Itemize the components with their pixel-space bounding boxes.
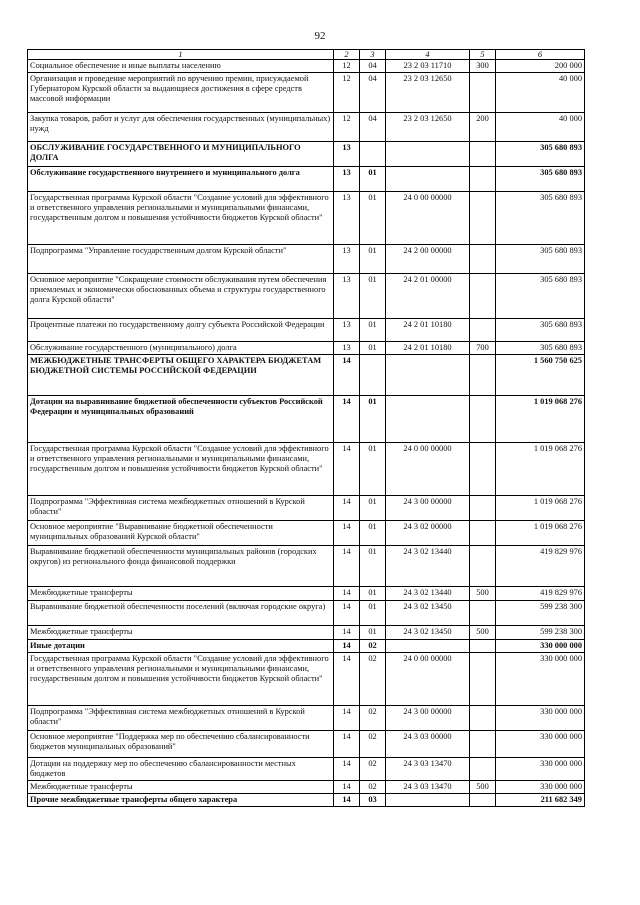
row-pr-cell xyxy=(360,355,386,396)
row-csr-cell: 23 2 03 12650 xyxy=(386,73,470,113)
row-pr-cell: 01 xyxy=(360,587,386,601)
table-row xyxy=(28,113,585,142)
row-csr-cell: 24 3 03 13470 xyxy=(386,781,470,794)
row-csr-cell: 24 3 03 00000 xyxy=(386,731,470,758)
row-name-cell: Выравнивание бюджетной обеспеченности муниципальных районов (городских округов) из регионального фонда финансовой поддержки xyxy=(28,546,334,587)
row-vr-cell xyxy=(470,73,496,113)
row-name-cell: Прочие межбюджетные трансферты общего характера xyxy=(28,794,334,807)
row-rz-cell: 14 xyxy=(334,626,360,640)
row-pr-cell: 01 xyxy=(360,443,386,496)
row-csr-cell: 24 3 00 00000 xyxy=(386,706,470,731)
row-rz-cell: 13 xyxy=(334,319,360,342)
row-name-cell: Обслуживание государственного внутреннего и муниципального долга xyxy=(28,167,334,192)
row-vr-cell xyxy=(470,245,496,274)
row-sum-cell: 330 000 000 xyxy=(496,706,585,731)
row-pr-cell: 01 xyxy=(360,396,386,443)
row-vr-cell xyxy=(470,653,496,706)
row-sum-cell: 305 680 893 xyxy=(496,142,585,167)
row-pr-cell: 01 xyxy=(360,496,386,521)
row-csr-cell: 24 0 00 00000 xyxy=(386,653,470,706)
row-name-cell: Дотации на выравнивание бюджетной обеспеченности субъектов Российской Федерации и муниципальных образований xyxy=(28,396,334,443)
row-csr-cell xyxy=(386,794,470,807)
row-csr-cell: 24 2 01 10180 xyxy=(386,319,470,342)
row-csr-cell: 24 3 02 13450 xyxy=(386,601,470,626)
row-rz-cell: 14 xyxy=(334,706,360,731)
row-sum-cell: 330 000 000 xyxy=(496,781,585,794)
table-header-row xyxy=(28,50,585,60)
row-vr-cell xyxy=(470,546,496,587)
row-rz-cell: 14 xyxy=(334,731,360,758)
row-csr-cell: 24 3 03 13470 xyxy=(386,758,470,781)
row-name-cell: Основное мероприятие "Сокращение стоимости обслуживания путем обеспечения приемлемых и экономически обоснованных объема и структуры государственного долга Курской области" xyxy=(28,274,334,319)
row-rz-cell: 14 xyxy=(334,794,360,807)
row-pr-cell: 01 xyxy=(360,546,386,587)
table-row xyxy=(28,142,585,167)
table-row xyxy=(28,319,585,342)
row-vr-cell xyxy=(470,443,496,496)
table-row xyxy=(28,731,585,758)
header-cell: 4 xyxy=(386,50,470,60)
row-sum-cell: 1 019 068 276 xyxy=(496,496,585,521)
row-csr-cell: 24 3 02 13440 xyxy=(386,587,470,601)
row-csr-cell: 24 3 00 00000 xyxy=(386,496,470,521)
row-pr-cell: 01 xyxy=(360,274,386,319)
row-vr-cell xyxy=(470,496,496,521)
row-name-cell: Подпрограмма "Управление государственным долгом Курской области" xyxy=(28,245,334,274)
row-vr-cell xyxy=(470,396,496,443)
row-name-cell: МЕЖБЮДЖЕТНЫЕ ТРАНСФЕРТЫ ОБЩЕГО ХАРАКТЕРА БЮДЖЕТАМ БЮДЖЕТНОЙ СИСТЕМЫ РОССИЙСКОЙ ФЕДЕРАЦИИ xyxy=(28,355,334,396)
row-sum-cell: 599 238 300 xyxy=(496,626,585,640)
row-sum-cell: 305 680 893 xyxy=(496,274,585,319)
row-csr-cell: 23 2 03 11710 xyxy=(386,60,470,73)
row-name-cell: Государственная программа Курской области "Создание условий для эффективного и ответственного управления региональными и муниципальными финансами, государственным долгом и повышения устойчивости бюджетов Курской области" xyxy=(28,192,334,245)
table-row xyxy=(28,73,585,113)
row-name-cell: Закупка товаров, работ и услуг для обеспечения государственных (муниципальных) нужд xyxy=(28,113,334,142)
row-csr-cell: 24 0 00 00000 xyxy=(386,443,470,496)
row-pr-cell: 02 xyxy=(360,640,386,653)
row-vr-cell xyxy=(470,794,496,807)
row-rz-cell: 14 xyxy=(334,496,360,521)
row-pr-cell: 01 xyxy=(360,192,386,245)
row-rz-cell: 14 xyxy=(334,521,360,546)
row-pr-cell: 01 xyxy=(360,626,386,640)
row-sum-cell: 40 000 xyxy=(496,73,585,113)
row-rz-cell: 14 xyxy=(334,781,360,794)
row-pr-cell: 02 xyxy=(360,653,386,706)
table-row xyxy=(28,794,585,807)
row-vr-cell: 300 xyxy=(470,60,496,73)
row-pr-cell: 04 xyxy=(360,113,386,142)
row-vr-cell xyxy=(470,758,496,781)
table-row xyxy=(28,496,585,521)
table-row xyxy=(28,587,585,601)
header-cell: 5 xyxy=(470,50,496,60)
row-sum-cell: 211 682 349 xyxy=(496,794,585,807)
table-row xyxy=(28,396,585,443)
row-pr-cell: 01 xyxy=(360,342,386,355)
header-cell: 3 xyxy=(360,50,386,60)
table-row xyxy=(28,443,585,496)
row-sum-cell: 330 000 000 xyxy=(496,731,585,758)
row-rz-cell: 13 xyxy=(334,342,360,355)
row-pr-cell: 02 xyxy=(360,706,386,731)
row-sum-cell: 419 829 976 xyxy=(496,546,585,587)
row-csr-cell: 24 3 02 00000 xyxy=(386,521,470,546)
row-pr-cell: 01 xyxy=(360,245,386,274)
row-vr-cell xyxy=(470,319,496,342)
row-sum-cell: 419 829 976 xyxy=(496,587,585,601)
row-name-cell: Межбюджетные трансферты xyxy=(28,781,334,794)
row-vr-cell: 500 xyxy=(470,781,496,794)
row-rz-cell: 14 xyxy=(334,587,360,601)
row-vr-cell: 200 xyxy=(470,113,496,142)
row-vr-cell xyxy=(470,355,496,396)
row-sum-cell: 330 000 000 xyxy=(496,758,585,781)
row-rz-cell: 13 xyxy=(334,167,360,192)
row-vr-cell xyxy=(470,731,496,758)
row-csr-cell: 23 2 03 12650 xyxy=(386,113,470,142)
row-name-cell: Государственная программа Курской области "Создание условий для эффективного и ответственного управления региональными и муниципальными финансами, государственным долгом и повышения устойчивости бюджетов Курской области" xyxy=(28,443,334,496)
row-pr-cell: 03 xyxy=(360,794,386,807)
table-row xyxy=(28,601,585,626)
row-pr-cell: 02 xyxy=(360,758,386,781)
row-name-cell: Государственная программа Курской области "Создание условий для эффективного и ответственного управления региональными и муниципальными финансами, государственным долгом и повышения устойчивости бюджетов Курской области" xyxy=(28,653,334,706)
row-rz-cell: 14 xyxy=(334,640,360,653)
table-row xyxy=(28,342,585,355)
row-rz-cell: 14 xyxy=(334,396,360,443)
row-sum-cell: 200 000 xyxy=(496,60,585,73)
row-vr-cell: 700 xyxy=(470,342,496,355)
row-pr-cell: 01 xyxy=(360,601,386,626)
row-csr-cell xyxy=(386,640,470,653)
table-row xyxy=(28,546,585,587)
table-row xyxy=(28,192,585,245)
header-cell: 2 xyxy=(334,50,360,60)
row-rz-cell: 13 xyxy=(334,192,360,245)
row-rz-cell: 13 xyxy=(334,274,360,319)
row-sum-cell: 1 019 068 276 xyxy=(496,521,585,546)
row-pr-cell xyxy=(360,142,386,167)
row-pr-cell: 01 xyxy=(360,319,386,342)
row-rz-cell: 14 xyxy=(334,546,360,587)
row-name-cell: Межбюджетные трансферты xyxy=(28,626,334,640)
header-cell: 6 xyxy=(496,50,585,60)
table-row xyxy=(28,60,585,73)
row-sum-cell: 330 000 000 xyxy=(496,640,585,653)
table-row xyxy=(28,653,585,706)
row-rz-cell: 12 xyxy=(334,113,360,142)
row-rz-cell: 14 xyxy=(334,601,360,626)
row-csr-cell xyxy=(386,142,470,167)
row-sum-cell: 1 019 068 276 xyxy=(496,443,585,496)
row-pr-cell: 02 xyxy=(360,781,386,794)
row-vr-cell xyxy=(470,167,496,192)
row-vr-cell xyxy=(470,274,496,319)
row-sum-cell: 305 680 893 xyxy=(496,167,585,192)
row-vr-cell xyxy=(470,521,496,546)
row-csr-cell xyxy=(386,167,470,192)
row-csr-cell xyxy=(386,355,470,396)
row-name-cell: Организация и проведение мероприятий по вручению премии, присуждаемой Губернатором Курской области за выдающиеся достижения в сфере средств массовой информации xyxy=(28,73,334,113)
row-sum-cell: 330 000 000 xyxy=(496,653,585,706)
row-csr-cell: 24 2 01 00000 xyxy=(386,274,470,319)
row-name-cell: Подпрограмма "Эффективная система межбюджетных отношений в Курской области" xyxy=(28,706,334,731)
table-row xyxy=(28,521,585,546)
row-sum-cell: 1 560 750 625 xyxy=(496,355,585,396)
row-rz-cell: 13 xyxy=(334,245,360,274)
row-vr-cell xyxy=(470,192,496,245)
table-row xyxy=(28,245,585,274)
row-vr-cell xyxy=(470,142,496,167)
page-number: 92 xyxy=(314,30,326,42)
row-name-cell: Иные дотации xyxy=(28,640,334,653)
row-sum-cell: 305 680 893 xyxy=(496,342,585,355)
row-name-cell: Выравнивание бюджетной обеспеченности поселений (включая городские округа) xyxy=(28,601,334,626)
row-sum-cell: 40 000 xyxy=(496,113,585,142)
table-row xyxy=(28,758,585,781)
table-row xyxy=(28,626,585,640)
row-rz-cell: 12 xyxy=(334,73,360,113)
row-vr-cell xyxy=(470,706,496,731)
row-vr-cell xyxy=(470,601,496,626)
row-name-cell: Дотации на поддержку мер по обеспечению сбалансированности местных бюджетов xyxy=(28,758,334,781)
table-row xyxy=(28,781,585,794)
row-csr-cell: 24 3 02 13440 xyxy=(386,546,470,587)
row-rz-cell: 14 xyxy=(334,653,360,706)
row-sum-cell: 305 680 893 xyxy=(496,192,585,245)
row-name-cell: Подпрограмма "Эффективная система межбюджетных отношений в Курской области" xyxy=(28,496,334,521)
row-name-cell: Процентные платежи по государственному долгу субъекта Российской Федерации xyxy=(28,319,334,342)
row-rz-cell: 14 xyxy=(334,355,360,396)
table-row xyxy=(28,167,585,192)
row-name-cell: Социальное обеспечение и иные выплаты населению xyxy=(28,60,334,73)
table-row xyxy=(28,640,585,653)
row-sum-cell: 305 680 893 xyxy=(496,245,585,274)
row-sum-cell: 305 680 893 xyxy=(496,319,585,342)
row-pr-cell: 01 xyxy=(360,167,386,192)
row-rz-cell: 14 xyxy=(334,758,360,781)
row-pr-cell: 01 xyxy=(360,521,386,546)
row-pr-cell: 04 xyxy=(360,73,386,113)
row-vr-cell: 500 xyxy=(470,626,496,640)
table-row xyxy=(28,355,585,396)
row-vr-cell: 500 xyxy=(470,587,496,601)
row-sum-cell: 599 238 300 xyxy=(496,601,585,626)
row-name-cell: Основное мероприятие "Выравнивание бюджетной обеспеченности муниципальных образований Курской области" xyxy=(28,521,334,546)
row-vr-cell xyxy=(470,640,496,653)
row-pr-cell: 04 xyxy=(360,60,386,73)
row-rz-cell: 14 xyxy=(334,443,360,496)
row-csr-cell: 24 3 02 13450 xyxy=(386,626,470,640)
row-csr-cell: 24 0 00 00000 xyxy=(386,192,470,245)
row-csr-cell: 24 2 01 10180 xyxy=(386,342,470,355)
row-name-cell: ОБСЛУЖИВАНИЕ ГОСУДАРСТВЕННОГО И МУНИЦИПАЛЬНОГО ДОЛГА xyxy=(28,142,334,167)
table-row xyxy=(28,706,585,731)
row-name-cell: Основное мероприятие "Поддержка мер по обеспечению сбалансированности бюджетов муниципальных образований" xyxy=(28,731,334,758)
header-cell: 1 xyxy=(28,50,334,60)
table-row xyxy=(28,274,585,319)
row-name-cell: Обслуживание государственного (муниципального) долга xyxy=(28,342,334,355)
row-sum-cell: 1 019 068 276 xyxy=(496,396,585,443)
row-rz-cell: 12 xyxy=(334,60,360,73)
row-csr-cell xyxy=(386,396,470,443)
budget-table xyxy=(27,49,585,807)
row-rz-cell: 13 xyxy=(334,142,360,167)
row-pr-cell: 02 xyxy=(360,731,386,758)
row-csr-cell: 24 2 00 00000 xyxy=(386,245,470,274)
row-name-cell: Межбюджетные трансферты xyxy=(28,587,334,601)
